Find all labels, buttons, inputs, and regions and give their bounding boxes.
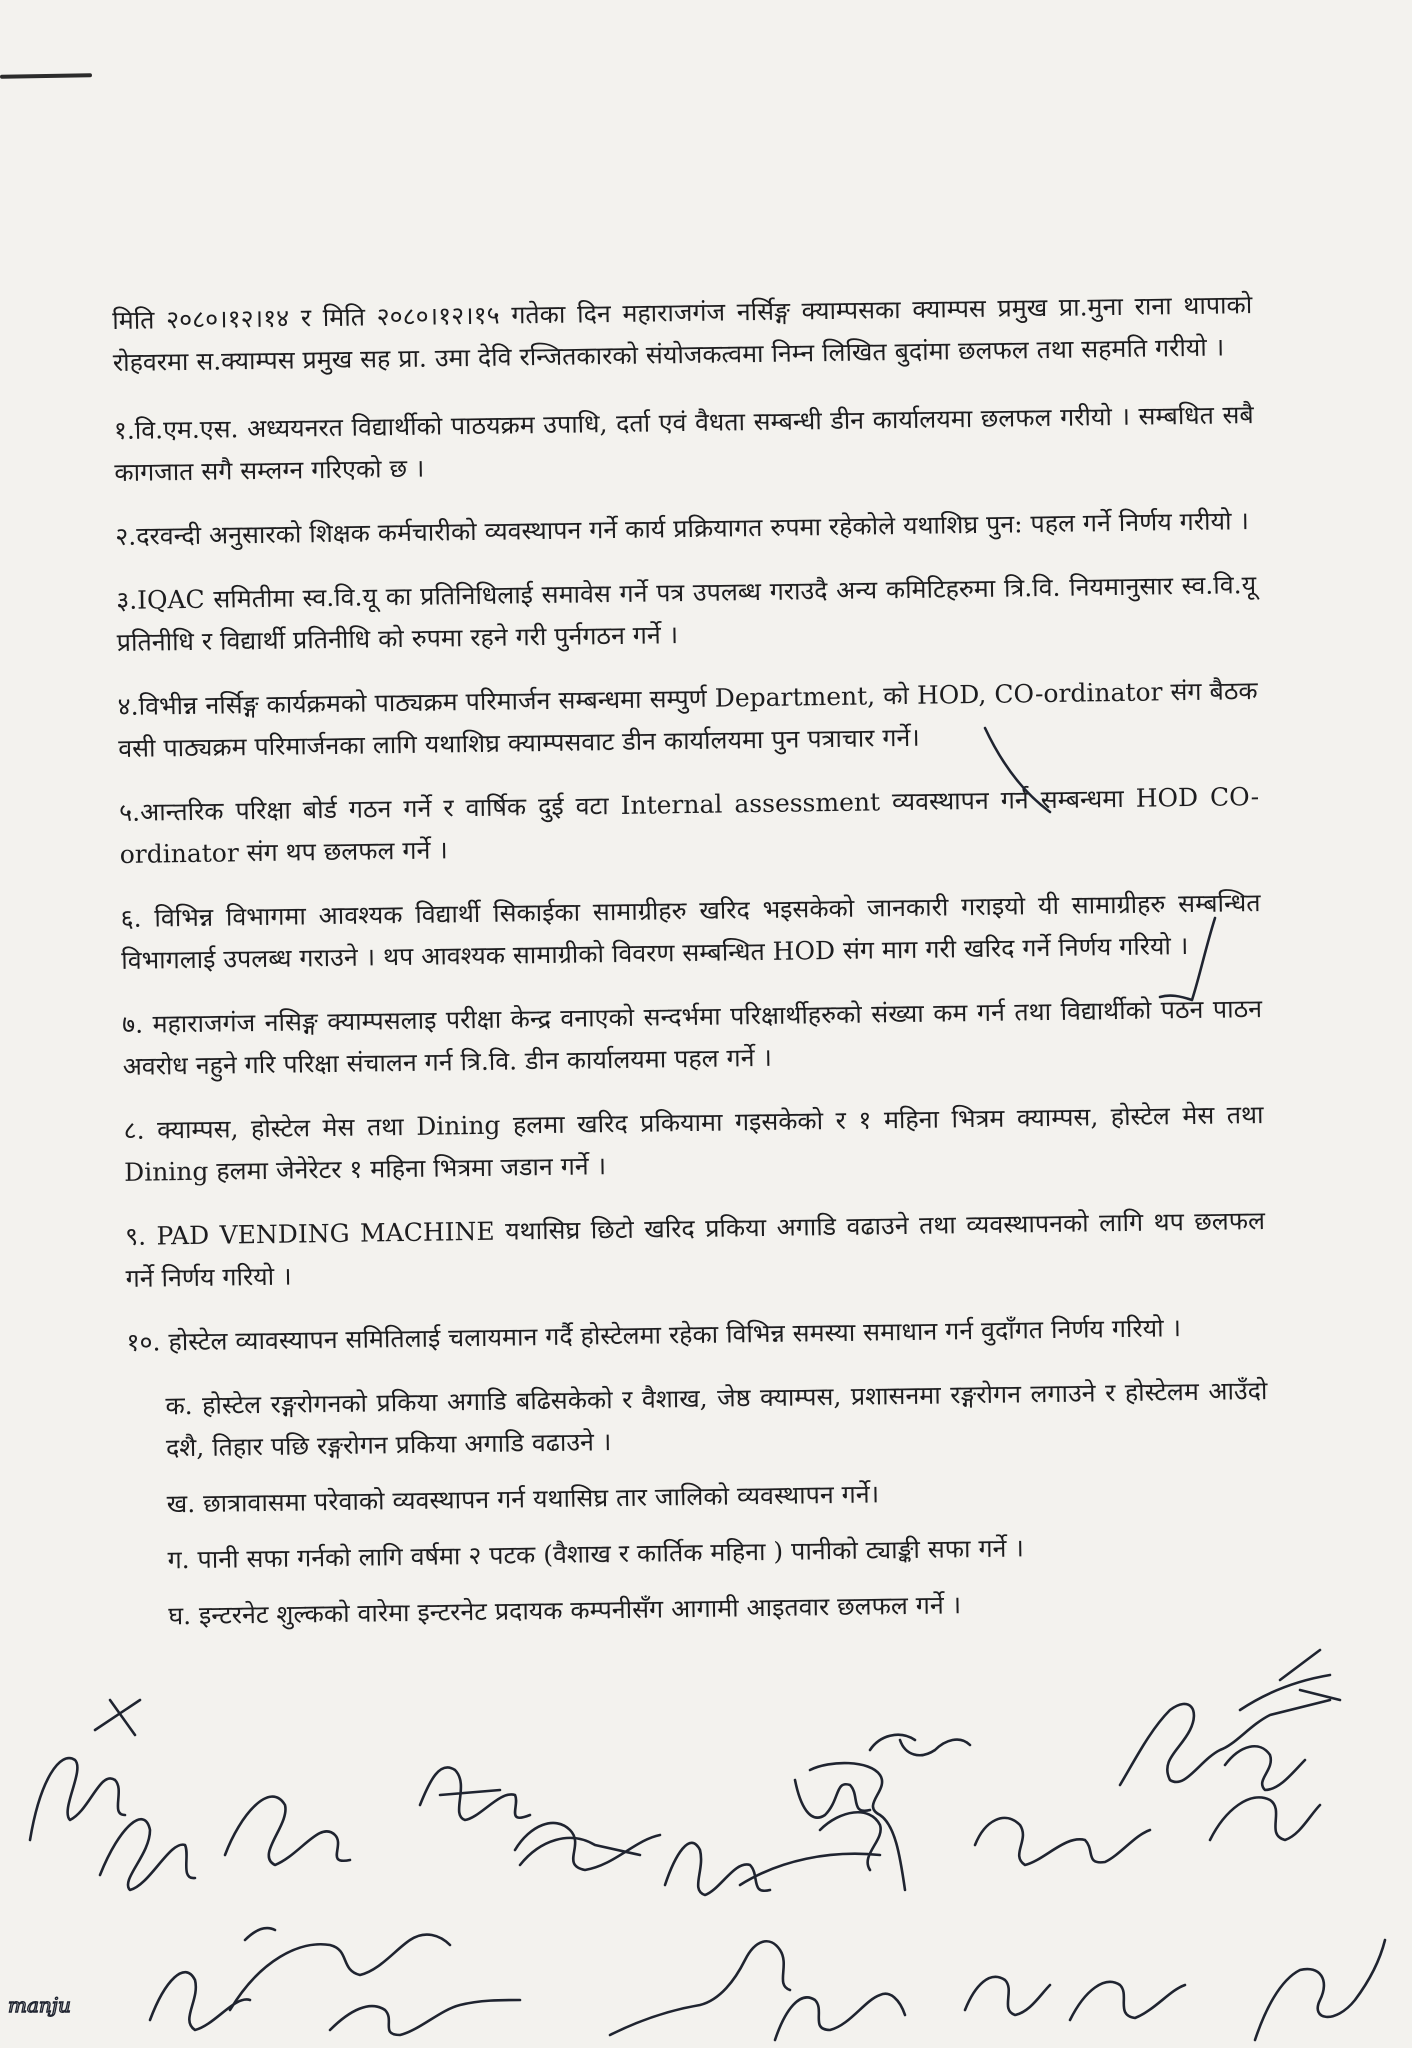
top-margin-mark <box>0 73 92 79</box>
signature-3 <box>225 1797 350 1865</box>
decision-item-10: १०. होस्टेल व्यावस्यापन समितिलाई चलायमान गर्दै होस्टेलमा रहेका विभिन्न समस्या समाधान गर्न वुदाँगत निर्णय गरियो । <box>126 1313 1182 1357</box>
signature-18 <box>230 1935 450 2010</box>
decision-item-2: २.दरवन्दी अनुसारको शिक्षक कर्मचारीको व्यवस्थापन गर्ने कार्य प्रक्रियागत रुपमा रहेकोले यथाशिघ्र पुन: पहल गर्ने निर्णय गरीयो । <box>115 506 1250 551</box>
signature-5 <box>520 1838 640 1865</box>
signature-16 <box>1210 1797 1320 1840</box>
signature-name-label: manju <box>8 1993 71 2017</box>
sub-item-ka: क. होस्टेल रङ्गरोगनको प्रकिया अगाडि बढिसकेको र वैशाख, जेष्ठ क्याम्पस, प्रशासनमा रङ्गरोगन लगाउने र होस्टेलम आउँदो दशै, तिहार पछि रङ्गरोगन प्रकिया अगाडि वढाउने । <box>165 1375 1268 1463</box>
signature-12 <box>975 1818 1150 1865</box>
minutes-intro: मिति २०८०।१२।१४ र मिति २०८०।१२।१५ गतेका दिन महाराजगंज नर्सिङ्ग क्याम्पसका क्याम्पस प्रमुख प्रा.मुना राना थापाको रोहवरमा स.क्याम्पस प्रमुख सह प्रा. उमा देवि रन्जितकारको संयोजकत्वमा निम्न लिखित बुदांमा छलफल तथा सहमति गरीयो । <box>112 290 1253 377</box>
signature-19 <box>330 2000 520 2035</box>
sub-item-ga: ग. पानी सफा गर्नको लागि वर्षमा २ पटक (वैशाख र कार्तिक महिना ) पानीको ट्याङ्की सफा गर्ने । <box>167 1533 1025 1575</box>
sub-item-kha: ख. छात्रावासमा परेवाको व्यवस्थापन गर्न यथासिघ्र तार जालिको व्यवस्थापन गर्ने। <box>166 1479 880 1519</box>
decision-item-3: ३.IQAC समितीमा स्व.वि.यू का प्रतिनिधिलाई समावेस गर्ने पत्र उपलब्ध गराउदै अन्य कमिटिहरुमा त्रि.वि. नियमानुसार स्व.वि.यू प्रतिनीधि र विद्यार्थी प्रतिनीधि को रुपमा रहने गरी पुर्नगठन गर्ने । <box>115 570 1257 657</box>
signature-block <box>0 1640 1412 2048</box>
signature-13 <box>1120 1700 1330 1785</box>
signature-7 <box>665 1843 770 1895</box>
decision-item-7: ७. महाराजगंज नसिङ्ग क्याम्पसलाइ परीक्षा केन्द्र वनाएको सन्दर्भमा परिक्षार्थीहरुको संख्या कम गर्न तथा विद्यार्थीको पठन पाठन अवरोध नहुने गरि परिक्षा संचालन गर्न त्रि.वि. डीन कार्यालयमा पहल गर्ने । <box>121 994 1263 1081</box>
sub-item-gha: घ. इन्टरनेट शुल्कको वारेमा इन्टरनेट प्रदायक कम्पनीसँग आगामी आइतवार छलफल गर्ने । <box>168 1590 962 1631</box>
signature-17 <box>150 1928 275 2030</box>
signature-20 <box>610 1941 790 2035</box>
signature-6 <box>515 1823 660 1870</box>
decision-item-8: ८. क्याम्पस, होस्टेल मेस तथा Dining हलमा खरिद प्रकियामा गइसकेको र १ महिना भित्रम क्याम्पस, होस्टेल मेस तथा Dining हलमा जेनेरेटर १ महिना भित्रमा जडान गर्ने । <box>123 1100 1264 1187</box>
signature-10 <box>740 1812 905 1890</box>
decision-item-9: ९. PAD VENDING MACHINE यथासिघ्र छिटो खरिद प्रकिया अगाडि वढाउने तथा व्यवस्थापनको लागि थप छलफल गर्ने निर्णय गरियो । <box>124 1205 1266 1293</box>
signature-22 <box>965 1940 1385 2040</box>
meeting-minutes <box>112 284 1271 1652</box>
decision-item-4: ४.विभीन्न नर्सिङ्ग कार्यक्रमको पाठ्यक्रम परिमार्जन सम्बन्धमा सम्पुर्ण Department, को HOD, CO-ordinator संग बैठक वसी पाठ्यक्रम परिमार्जनका लागि यथाशिघ्र क्याम्पसवाट डीन कार्यालयमा पुन पत्राचार गर्ने। <box>117 676 1258 763</box>
decision-item-1: १.वि.एम.एस. अध्ययनरत विद्यार्थीको पाठयक्रम उपाधि, दर्ता एवं वैधता सम्बन्धी डीन कार्यालयमा छलफल गरीयो । सम्बधित सबै कागजात सगै सम्लग्न गरिएको छ । <box>113 400 1254 487</box>
signature-1 <box>30 1700 140 1840</box>
signature-11 <box>870 1735 970 1755</box>
signature-21 <box>775 1994 905 2040</box>
signature-4 <box>420 1767 530 1820</box>
signature-9 <box>810 1763 882 1815</box>
signature-15 <box>1225 1746 1305 1790</box>
decision-item-5: ५.आन्तरिक परिक्षा बोर्ड गठन गर्ने र वार्षिक दुई वटा Internal assessment व्यवस्थापन गर्न सम्बन्धमा HOD CO-ordinator संग थप छलफल गर्ने । <box>118 782 1260 869</box>
signatures-svg <box>0 1640 1412 2048</box>
decision-item-6: ६. विभिन्न विभागमा आवश्यक विद्यार्थी सिकाईका सामाग्रीहरु खरिद भइसकेको जानकारी गराइयो यी सामाग्रीहरु सम्बन्धित विभागलाई उपलब्ध गराउने । थप आवश्यक सामाग्रीको विवरण सम्बन्धित HOD संग माग गरी खरिद गर्ने निर्णय गरियो । <box>120 888 1261 975</box>
signature-2 <box>100 1819 195 1890</box>
